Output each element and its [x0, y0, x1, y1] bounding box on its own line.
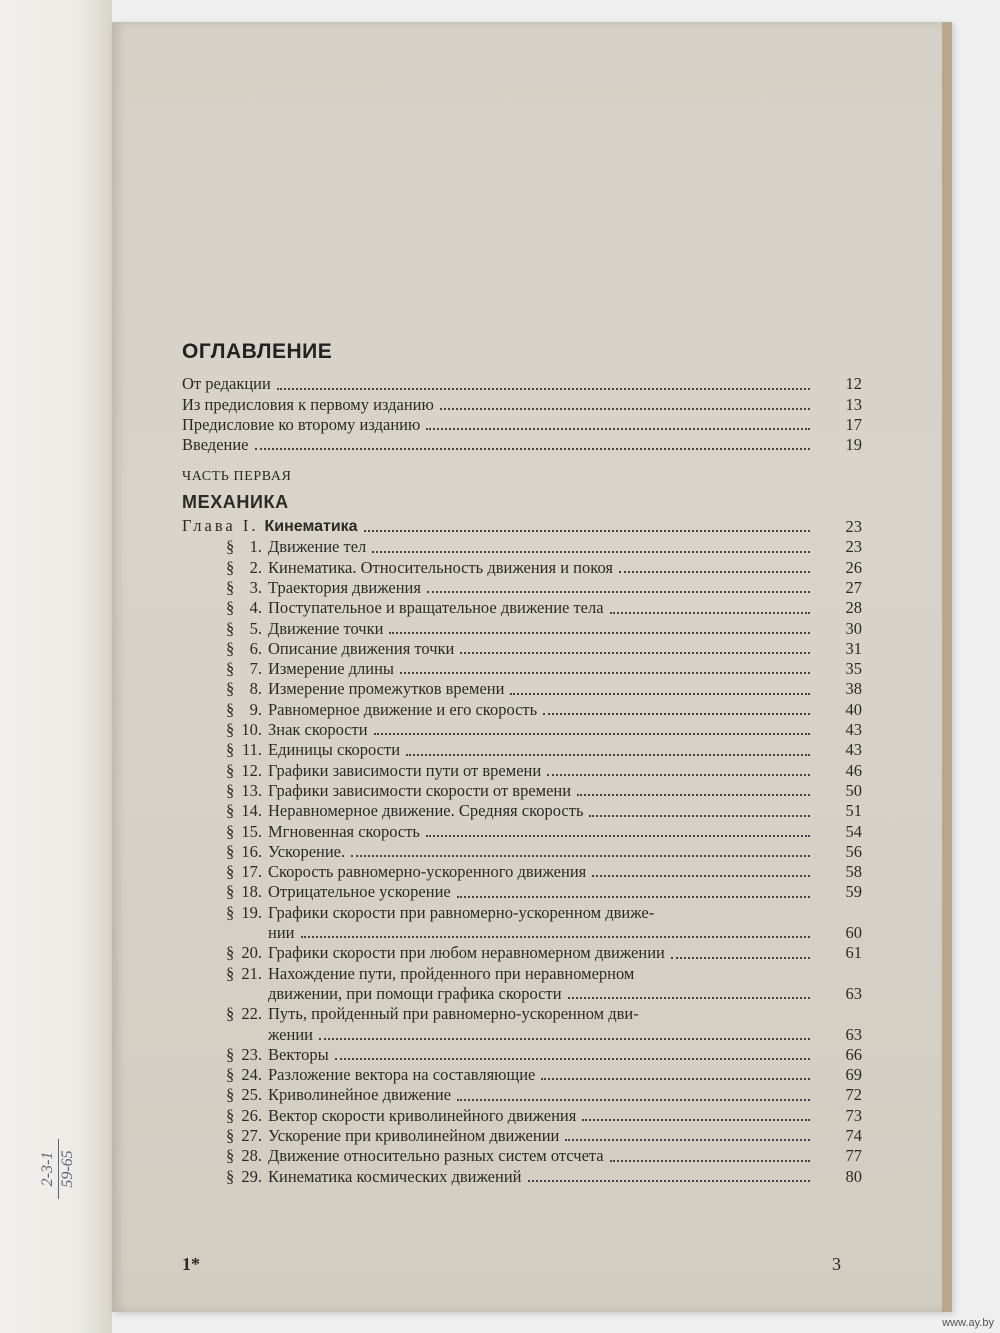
leader-dots: [335, 1058, 810, 1060]
page-number: 59: [845, 882, 862, 902]
toc-entry: [226, 781, 862, 801]
page-number: 54: [845, 821, 862, 841]
toc-entry: [226, 1045, 862, 1065]
toc-entry: [226, 679, 862, 699]
section-number: 28.: [241, 1146, 262, 1166]
page-number: 69: [845, 1065, 862, 1085]
leader-dots: [541, 1078, 810, 1080]
section-mark: §: [226, 740, 235, 760]
section-number: 1.: [249, 537, 262, 557]
section-mark: §: [226, 1085, 235, 1105]
page-number: 26: [845, 557, 862, 577]
entry-text: Мгновенная скорость: [268, 821, 420, 841]
leader-dots: [277, 388, 810, 390]
entry-text: Графики зависимости пути от времени: [268, 760, 542, 780]
entry-text: Ускорение при криволинейном движении: [268, 1125, 560, 1145]
page-number: 61: [845, 943, 862, 963]
leader-dots: [592, 875, 810, 877]
toc-title: ОГЛАВЛЕНИЕ: [182, 340, 333, 363]
toc-entry: [226, 1126, 862, 1146]
entry-text: Неравномерное движение. Средняя скорость: [268, 801, 584, 821]
toc-entry: [226, 822, 862, 842]
front-matter-list: [182, 374, 862, 455]
page-number: 51: [845, 801, 862, 821]
toc-entry: [226, 761, 862, 781]
section-number: 23.: [241, 1044, 262, 1064]
leader-dots: [426, 835, 810, 837]
section-number: 2.: [249, 557, 262, 577]
section-mark: §: [226, 862, 235, 882]
table-of-contents: [182, 342, 862, 1187]
leader-dots: [671, 957, 810, 959]
section-mark: §: [226, 1044, 235, 1064]
section-mark: §: [226, 720, 235, 740]
section-mark: §: [226, 598, 235, 618]
section-number: 11.: [241, 740, 262, 760]
section-mark: §: [226, 1065, 235, 1085]
page-number: 40: [845, 699, 862, 719]
section-number: 13.: [241, 780, 262, 800]
footer-page-number: 3: [832, 1254, 841, 1274]
entry-text: Путь, пройденный при равномерно-ускоренном дви-: [268, 1004, 639, 1024]
page-number: 80: [845, 1166, 862, 1186]
section-number: 25.: [241, 1085, 262, 1105]
leader-dots: [528, 1180, 811, 1182]
entry-text: Поступательное и вращательное движение тела: [268, 598, 604, 618]
entry-text: Отрицательное ускорение: [268, 882, 451, 902]
entry-text: Равномерное движение и его скорость: [268, 699, 538, 719]
section-mark: §: [226, 577, 235, 597]
entry-text: Криволинейное движение: [268, 1085, 452, 1105]
leader-dots: [372, 551, 810, 553]
toc-entry: [226, 903, 862, 944]
entry-text: Движение точки: [268, 618, 384, 638]
leader-dots: [543, 713, 810, 715]
section-number: 10.: [241, 720, 262, 740]
toc-entry: [226, 639, 862, 659]
page-number: 77: [845, 1146, 862, 1166]
page-number: 43: [845, 740, 862, 760]
leader-dots: [547, 774, 810, 776]
section-number: 29.: [241, 1166, 262, 1186]
section-number: 5.: [249, 618, 262, 638]
toc-entry: [226, 1167, 862, 1187]
toc-entry: [226, 1106, 862, 1126]
page-number: 73: [845, 1105, 862, 1125]
section-mark: §: [226, 618, 235, 638]
page-number: 12: [845, 374, 862, 394]
section-number: 3.: [249, 577, 262, 597]
section-number: 7.: [249, 659, 262, 679]
toc-entry: [226, 537, 862, 557]
section-number: 15.: [241, 821, 262, 841]
page-number: 35: [845, 659, 862, 679]
section-mark: §: [226, 638, 235, 658]
entry-text-cont: движении, при помощи графика скорости: [268, 983, 562, 1003]
entry-text: Скорость равномерно-ускоренного движения: [268, 862, 587, 882]
entry-text: Единицы скорости: [268, 740, 401, 760]
chapter-prefix: Глава I.: [182, 516, 259, 536]
leader-dots: [389, 632, 810, 634]
section-number: 27.: [241, 1125, 262, 1145]
page-number: 63: [845, 1024, 862, 1044]
page-number: 30: [845, 618, 862, 638]
toc-entry: [226, 558, 862, 578]
book-page: [112, 22, 952, 1312]
toc-entry: [182, 415, 862, 435]
toc-entry: [226, 862, 862, 882]
chapter-entry: [182, 516, 862, 537]
leader-dots: [427, 591, 810, 593]
leader-dots: [510, 693, 810, 695]
toc-entry: [226, 619, 862, 639]
leader-dots: [577, 794, 810, 796]
section-number: 18.: [241, 882, 262, 902]
part-label: ЧАСТЬ ПЕРВАЯ: [182, 469, 292, 485]
toc-entry: [226, 1146, 862, 1166]
entry-text: Графики скорости при любом неравномерном движении: [268, 943, 665, 963]
page-number: 74: [845, 1125, 862, 1145]
entry-text: Измерение промежутков времени: [268, 679, 505, 699]
chapter-name: Кинематика: [264, 518, 358, 536]
page-number: 28: [845, 598, 862, 618]
leader-dots: [440, 408, 810, 410]
section-number: 4.: [249, 598, 262, 618]
page-number: 58: [845, 862, 862, 882]
toc-entry: [226, 598, 862, 618]
leader-dots: [426, 428, 810, 430]
leader-dots: [565, 1139, 810, 1141]
toc-entry: [226, 659, 862, 679]
page-number: 38: [845, 679, 862, 699]
leader-dots: [457, 1099, 810, 1101]
section-mark: §: [226, 537, 235, 557]
section-mark: §: [226, 1146, 235, 1166]
section-mark: §: [226, 902, 235, 922]
leader-dots: [351, 855, 810, 857]
entry-text: Векторы: [268, 1044, 329, 1064]
leader-dots: [589, 815, 810, 817]
section-number: 24.: [241, 1065, 262, 1085]
entry-text: Траектория движения: [268, 577, 421, 597]
signature-mark: 1*: [182, 1254, 200, 1274]
entry-text: Разложение вектора на составляющие: [268, 1065, 536, 1085]
page-number: 60: [845, 923, 862, 943]
watermark: www.ay.by: [942, 1317, 994, 1329]
leader-dots: [610, 612, 810, 614]
toc-entry: [226, 943, 862, 963]
entry-text: Кинематика космических движений: [268, 1166, 522, 1186]
toc-entry: [182, 435, 862, 455]
toc-entry: [226, 1065, 862, 1085]
toc-entry: [226, 882, 862, 902]
entry-text: Ускорение.: [268, 841, 346, 861]
stamp-top: 2-3-1: [39, 1139, 59, 1199]
section-number: 9.: [249, 699, 262, 719]
page-number: 19: [845, 435, 862, 455]
entry-text: Кинематика. Относительность движения и покоя: [268, 557, 613, 577]
page-number: 23: [845, 517, 862, 537]
leader-dots: [582, 1119, 810, 1121]
leader-dots: [610, 1160, 810, 1162]
page-number: 31: [845, 638, 862, 658]
toc-entry: [182, 374, 862, 394]
section-mark: §: [226, 760, 235, 780]
leader-dots: [406, 754, 810, 756]
toc-entry: [226, 700, 862, 720]
toc-entry: [226, 801, 862, 821]
page-number: 56: [845, 841, 862, 861]
leader-dots: [400, 672, 810, 674]
section-number: 19.: [241, 902, 262, 922]
entry-text: Из предисловия к первому изданию: [182, 394, 434, 414]
section-number: 16.: [241, 841, 262, 861]
page-number: 50: [845, 780, 862, 800]
section-mark: §: [226, 679, 235, 699]
section-number: 12.: [241, 760, 262, 780]
entry-text: Введение: [182, 435, 249, 455]
part-title: МЕХАНИКА: [182, 491, 289, 512]
page-number: 46: [845, 760, 862, 780]
toc-entry: [226, 720, 862, 740]
leader-dots: [364, 530, 810, 532]
page-number: 13: [845, 394, 862, 414]
entry-text: Графики зависимости скорости от времени: [268, 780, 572, 800]
page-number: 63: [845, 983, 862, 1003]
toc-entry: [226, 740, 862, 760]
section-mark: §: [226, 1166, 235, 1186]
section-number: 22.: [241, 1004, 262, 1024]
entry-text: Знак скорости: [268, 720, 368, 740]
leader-dots: [460, 652, 810, 654]
page-number: 43: [845, 720, 862, 740]
section-number: 21.: [241, 963, 262, 983]
entry-text-cont: жении: [268, 1024, 313, 1044]
section-mark: §: [226, 1125, 235, 1145]
entry-text: Движение относительно разных систем отсчета: [268, 1146, 604, 1166]
section-mark: §: [226, 801, 235, 821]
section-mark: §: [226, 841, 235, 861]
page-number: 23: [845, 537, 862, 557]
entry-text: Движение тел: [268, 537, 367, 557]
section-mark: §: [226, 659, 235, 679]
section-mark: §: [226, 699, 235, 719]
section-number: 8.: [249, 679, 262, 699]
entry-text: Нахождение пути, пройденного при неравномерном: [268, 963, 635, 983]
section-mark: §: [226, 780, 235, 800]
toc-entry: [226, 578, 862, 598]
toc-entry: [226, 1004, 862, 1045]
toc-entry: [226, 842, 862, 862]
section-number: 6.: [249, 638, 262, 658]
entry-text: От редакции: [182, 374, 271, 394]
entry-text: Описание движения точки: [268, 638, 455, 658]
toc-entry: [226, 964, 862, 1005]
entry-text: Предисловие ко второму изданию: [182, 414, 421, 434]
page-number: 66: [845, 1044, 862, 1064]
leader-dots: [255, 448, 810, 450]
leader-dots: [619, 571, 810, 573]
page-number: 27: [845, 577, 862, 597]
section-mark: §: [226, 1004, 235, 1024]
entry-text-cont: нии: [268, 923, 295, 943]
leader-dots: [374, 733, 810, 735]
section-number: 14.: [241, 801, 262, 821]
library-stamp: [39, 1139, 77, 1199]
section-mark: §: [226, 963, 235, 983]
page-number: 72: [845, 1085, 862, 1105]
leader-dots: [457, 896, 810, 898]
section-mark: §: [226, 821, 235, 841]
section-mark: §: [226, 943, 235, 963]
section-mark: §: [226, 557, 235, 577]
toc-entry: [226, 1085, 862, 1105]
entry-text: Измерение длины: [268, 659, 395, 679]
left-page-edge: [0, 0, 112, 1333]
section-number: 20.: [241, 943, 262, 963]
toc-entry: [182, 395, 862, 415]
entry-text: Вектор скорости криволинейного движения: [268, 1105, 577, 1125]
stamp-bottom: 59-65: [59, 1150, 76, 1188]
page-number: 17: [845, 414, 862, 434]
section-mark: §: [226, 1105, 235, 1125]
sections-list: [226, 537, 862, 1187]
section-mark: §: [226, 882, 235, 902]
section-number: 17.: [241, 862, 262, 882]
section-number: 26.: [241, 1105, 262, 1125]
entry-text: Графики скорости при равномерно-ускоренном движе-: [268, 902, 655, 922]
